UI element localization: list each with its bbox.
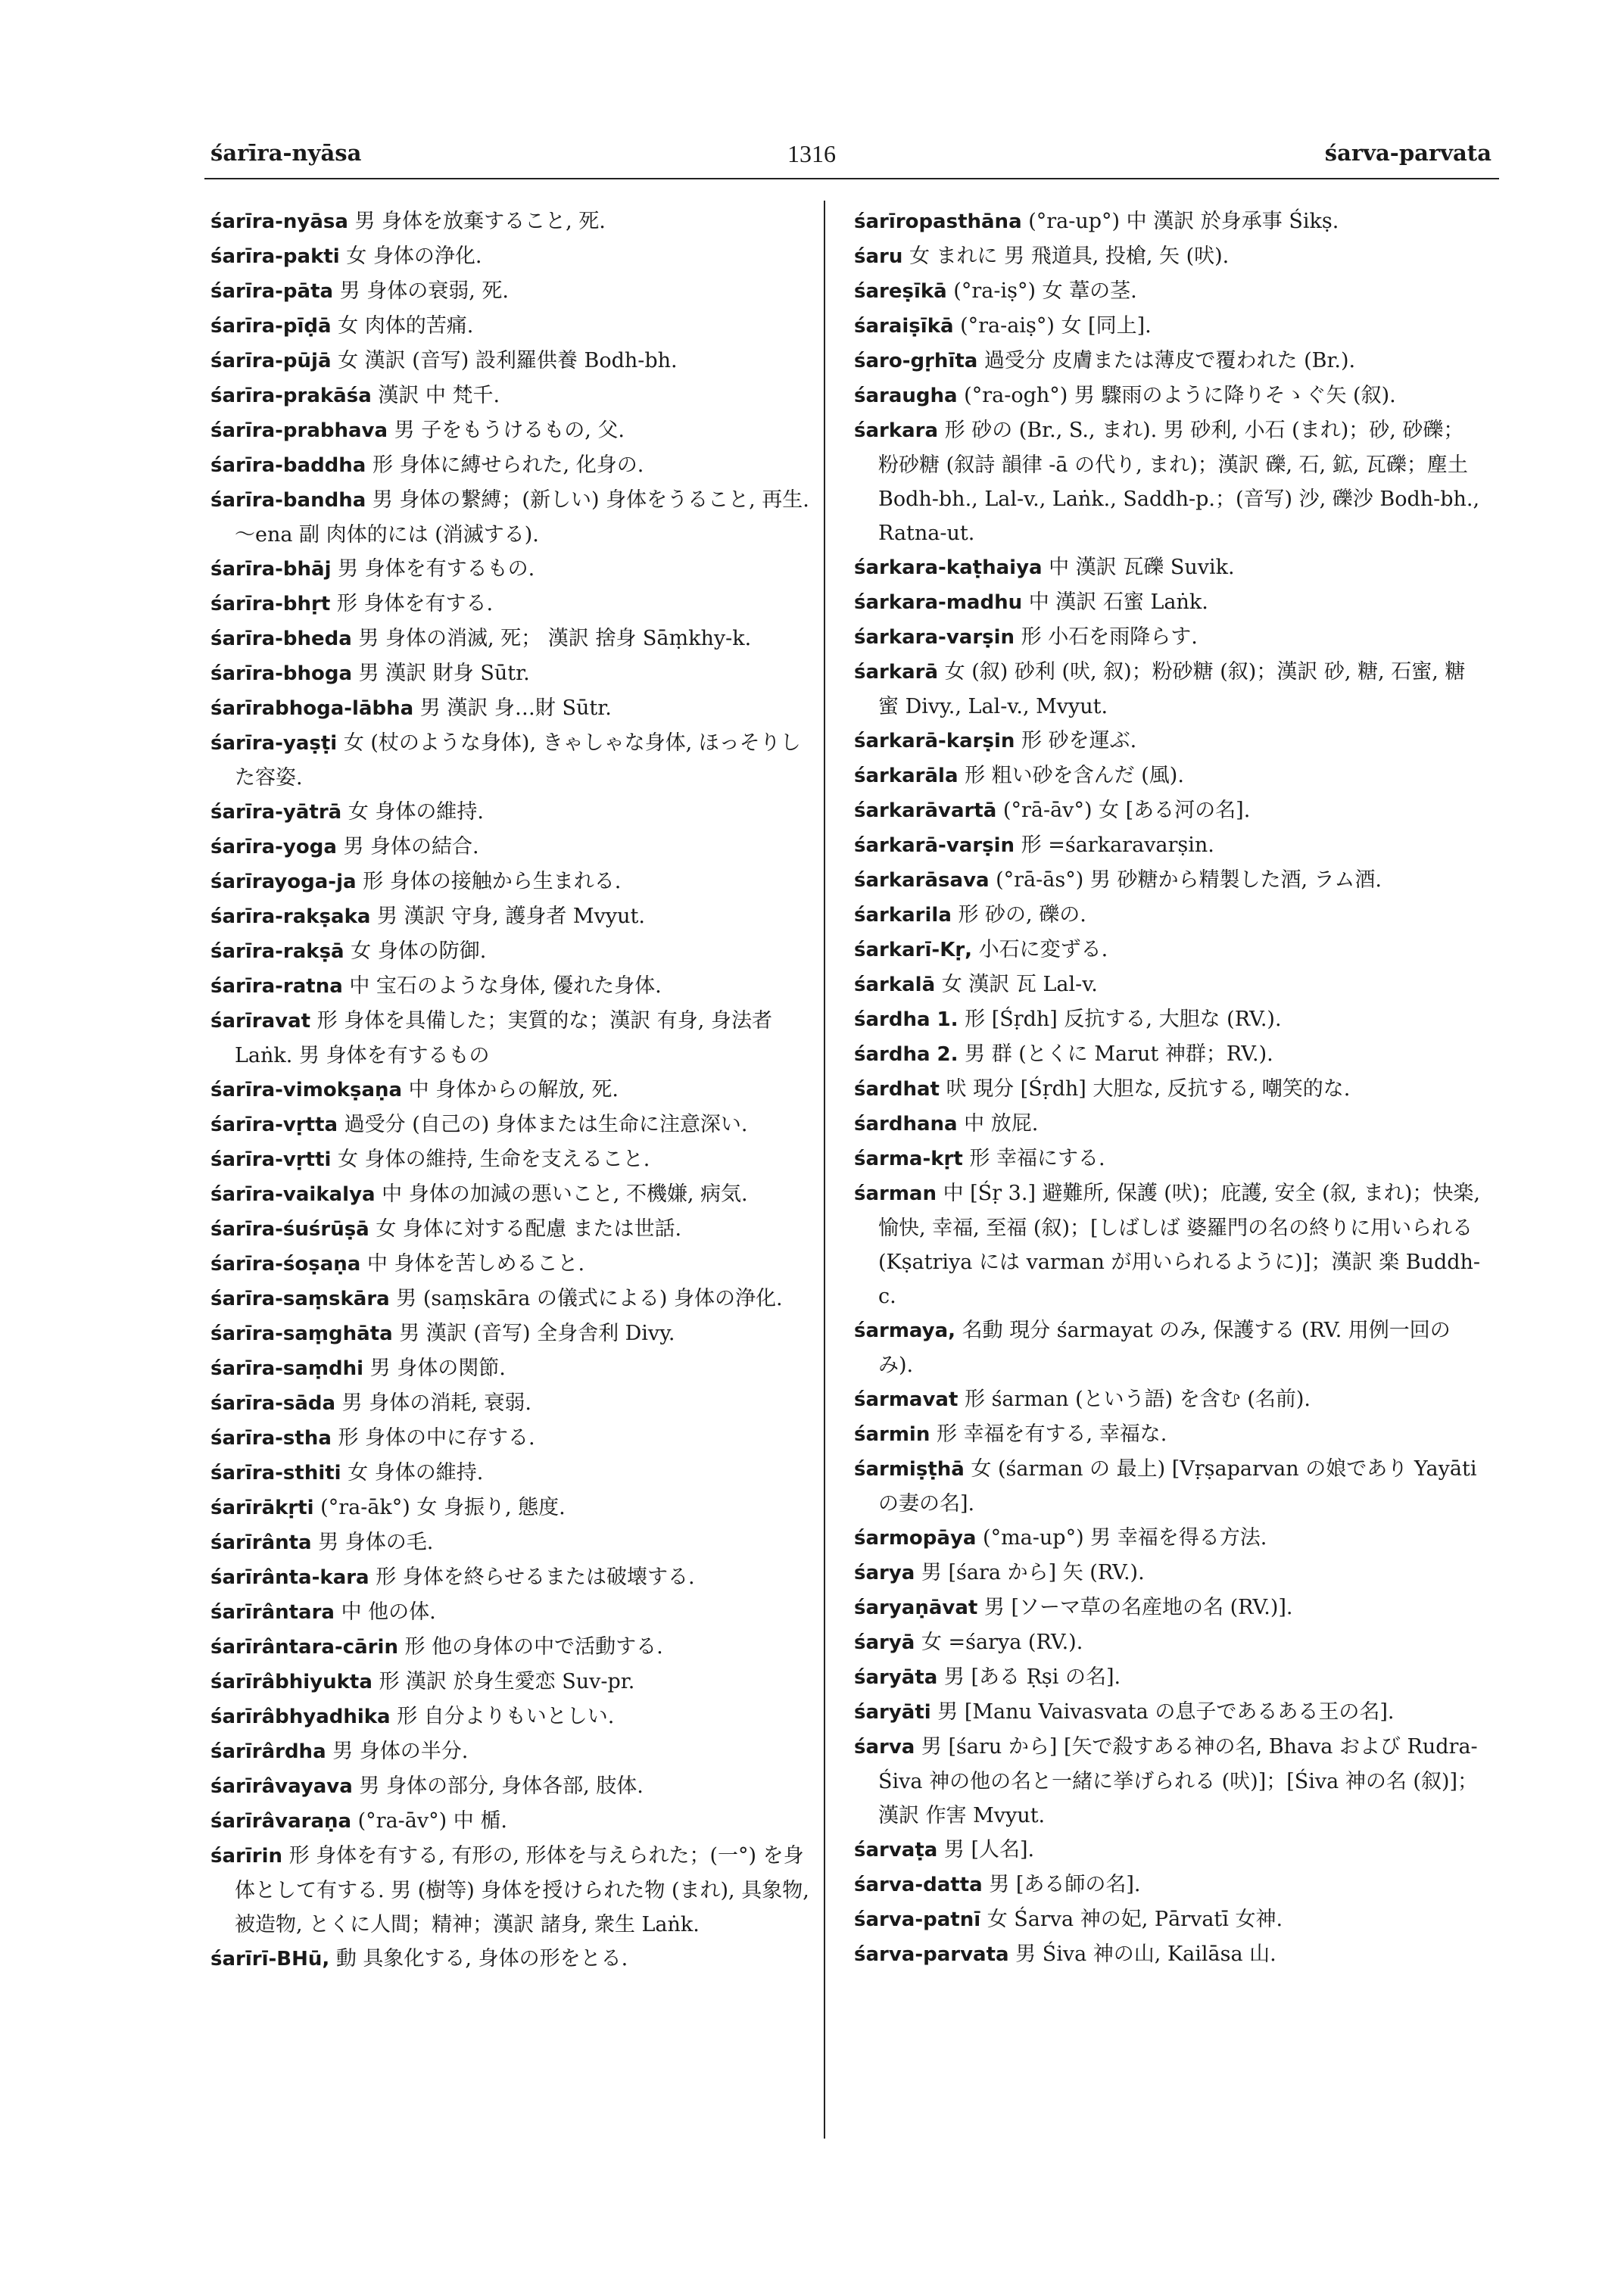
entry [854, 239, 1482, 274]
definition: 男 身体の繋縛；(新しい) 身体をうること, 再生. ～ena 副 肉体的には (消滅する). [235, 488, 809, 547]
definition: 女 (śarman の 最上) [Vṛṣaparvan の娘であり Yayāti の妻の名]. [878, 1457, 1477, 1516]
definition: 女 漢訳 瓦 Lal-v. [935, 973, 1098, 996]
entry [854, 898, 1482, 933]
definition: 男 漢訳 (音写) 全身舎利 Divy. [392, 1322, 675, 1345]
entry [210, 726, 812, 795]
definition: 女 身体の維持. [341, 1461, 484, 1485]
entry [854, 828, 1482, 863]
headword: śardhana [854, 1113, 958, 1136]
headword: śarva-parvata [854, 1943, 1009, 1966]
definition: 男 群 (とくに Marut 神群；RV.). [958, 1042, 1273, 1066]
entry [854, 1313, 1482, 1382]
entry [854, 1382, 1482, 1417]
headword: śarkara-madhu [854, 591, 1023, 614]
right-column [854, 204, 1482, 1972]
headword: śarkarāla [854, 765, 959, 787]
definition: 男 身体の衰弱, 死. [333, 279, 509, 303]
headword: śarīrī-BHū, [210, 1948, 330, 1971]
running-head-right: śarva-parvata [1324, 140, 1492, 166]
definition: 形 身体に縛せられた, 化身の. [366, 453, 644, 477]
entry [210, 239, 812, 274]
entry [210, 969, 812, 1004]
headword: śaryāta [854, 1666, 938, 1689]
headword: śarkarāsava [854, 869, 990, 892]
headword: śarīrâbhiyukta [210, 1671, 372, 1693]
headword: śarīra-saṃghāta [210, 1323, 393, 1345]
entry [210, 1839, 812, 1942]
definition: 吠 現分 [Śṛdh] 大胆な, 反抗する, 嘲笑的な. [939, 1077, 1351, 1101]
headword: śarkarāvartā [854, 799, 997, 822]
definition: 男 [ソーマ草の名産地の名 (RV.)]. [977, 1596, 1293, 1619]
definition: 形 砂を運ぶ. [1015, 729, 1137, 752]
headword: śarkarī-Kṛ, [854, 939, 973, 961]
entry [210, 1247, 812, 1282]
definition: 女 =śarya (RV.). [915, 1631, 1083, 1654]
entry [854, 379, 1482, 413]
entry [210, 1386, 812, 1421]
entry [854, 1037, 1482, 1072]
entry [854, 724, 1482, 759]
headword: śarīra-vaikalya [210, 1183, 376, 1206]
entry [854, 204, 1482, 239]
definition: 男 [人名]. [937, 1838, 1035, 1862]
headword: śarīrântara [210, 1601, 335, 1624]
definition: 形 砂の, 礫の. [951, 903, 1086, 927]
entry [210, 1351, 812, 1386]
definition: (°ma-up°) 男 幸福を得る方法. [976, 1526, 1267, 1550]
entry [210, 1073, 812, 1108]
definition: 中 身体の加減の悪いこと, 不機嫌, 病気. [375, 1182, 748, 1206]
entry [854, 967, 1482, 1002]
headword: śarīropasthāna [854, 210, 1022, 233]
headword: śarkarā-karṣin [854, 730, 1015, 752]
entry [210, 309, 812, 344]
definition: 男 漢訳 身…財 Sūtr. [413, 696, 612, 720]
headword: śarīra-sāda [210, 1392, 336, 1415]
entry [210, 448, 812, 483]
definition: (°ra-iṣ°) 女 葦の茎. [946, 279, 1137, 303]
entry [210, 1630, 812, 1665]
entry [210, 1108, 812, 1142]
entry [854, 793, 1482, 828]
definition: 男 [Manu Vaivasvata の息子であるある王の名]. [930, 1700, 1395, 1724]
headword: śarīra-nyāsa [210, 210, 348, 233]
definition: 男 [śaru から] [矢で殺すある神の名, Bhava および Rudra-Śiva 神の他の名と一緒に挙げられる (吠)]；[Śiva 神の名 (叙)]；漢訳 作害 Mvyut. [878, 1735, 1479, 1827]
definition: 中 宝石のような身体, 優れた身体. [342, 974, 662, 998]
headword: śarīrin [210, 1845, 282, 1868]
definition: 中 漢訳 石蜜 Laṅk. [1022, 590, 1208, 614]
entry [854, 1660, 1482, 1695]
definition: 男 (saṃskāra の儀式による) 身体の浄化. [389, 1287, 783, 1310]
entry [210, 1004, 812, 1073]
entry [210, 1212, 812, 1247]
headword: śarīra-baddha [210, 454, 366, 477]
headword: śarmavat [854, 1388, 959, 1411]
entry [854, 1902, 1482, 1937]
headword: śardhat [854, 1078, 940, 1101]
entry [210, 1525, 812, 1560]
headword: śarīra-vimokṣaṇa [210, 1079, 403, 1101]
entry [210, 204, 812, 239]
headword: śarkarā-varṣin [854, 834, 1015, 857]
headword: śarma-kṛt [854, 1148, 963, 1170]
headword: śarīra-bheda [210, 628, 352, 650]
entry [854, 1590, 1482, 1625]
headword: śaraiṣīkā [854, 315, 954, 338]
headword: śarīravat [210, 1010, 311, 1033]
entry [210, 1804, 812, 1839]
entry [854, 585, 1482, 620]
entry [854, 933, 1482, 967]
headword: śarīrayoga-ja [210, 871, 357, 893]
entry [854, 1625, 1482, 1660]
headword: śarīrâbhyadhika [210, 1706, 391, 1728]
headword: śarīra-prakāśa [210, 385, 372, 407]
definition: 女 身体の浄化. [339, 245, 482, 268]
definition: 形 身体の中に存する. [331, 1426, 535, 1450]
entry [854, 413, 1482, 550]
headword: śarmaya, [854, 1319, 956, 1342]
definition: 男 身体の毛. [311, 1531, 434, 1554]
headword: śarīra-pāta [210, 280, 334, 303]
entry [854, 1002, 1482, 1037]
entry [210, 795, 812, 830]
headword: śarīra-śuśrūṣā [210, 1218, 369, 1241]
definition: (°ra-āk°) 女 身振り, 態度. [313, 1496, 566, 1519]
definition: 形 śarman (という語) を含む (名前). [958, 1388, 1311, 1411]
definition: 過受分 (自己の) 身体または生命に注意深い. [338, 1113, 748, 1136]
entry [210, 1177, 812, 1212]
entry [854, 1833, 1482, 1868]
entry [210, 413, 812, 448]
headword: śarīra-rakṣā [210, 940, 344, 963]
headword: śarīra-vṛtti [210, 1148, 332, 1171]
entry [854, 1072, 1482, 1107]
definition: 形 粗い砂を含んだ (風). [958, 764, 1184, 787]
headword: śarvaṭa [854, 1839, 938, 1862]
definition: 男 子をもうけるもの, 父. [388, 419, 625, 442]
headword: śaryaṇāvat [854, 1597, 978, 1619]
entry [210, 865, 812, 899]
entry [210, 587, 812, 622]
entry [854, 1937, 1482, 1972]
definition: 女 まれに 男 飛道具, 投槍, 矢 (吠). [902, 245, 1230, 268]
headword: śarīra-vṛtta [210, 1114, 338, 1136]
headword: śarīra-saṃskāra [210, 1288, 390, 1310]
definition: 女 身体の防御. [344, 939, 487, 963]
headword: śarīra-stha [210, 1427, 332, 1450]
headword: śarīra-bhāj [210, 558, 332, 581]
definition: 形 幸福にする. [962, 1147, 1105, 1170]
entry [854, 655, 1482, 724]
headword: śaru [854, 245, 903, 268]
headword: śarīra-bhṛt [210, 593, 331, 615]
entry [210, 1734, 812, 1769]
definition: 漢訳 中 梵千. [371, 384, 500, 407]
headword: śarīrâvayava [210, 1775, 353, 1798]
definition: 形 幸福を有する, 幸福な. [930, 1422, 1167, 1446]
entry [854, 1142, 1482, 1176]
headword: śarīra-pakti [210, 245, 340, 268]
entry [854, 550, 1482, 585]
headword: śarīrântara-cārin [210, 1636, 398, 1659]
entry [210, 1560, 812, 1595]
definition: 女 肉体的苦痛. [331, 314, 474, 338]
definition: (°ra-āv°) 中 楯. [351, 1809, 507, 1833]
entry [210, 934, 812, 969]
entry [210, 622, 812, 656]
headword: śarīra-yaṣṭi [210, 732, 338, 755]
definition: 男 身体を放棄すること, 死. [348, 210, 606, 233]
header-rule [204, 178, 1499, 179]
definition: 小石に変ずる. [972, 938, 1108, 961]
entry [210, 1282, 812, 1316]
headword: śarva-patnī [854, 1908, 981, 1931]
headword: śarīra-saṃdhi [210, 1357, 364, 1380]
entry [210, 1456, 812, 1491]
headword: śareṣīkā [854, 280, 947, 303]
entry [210, 656, 812, 691]
definition: 男 身体の結合. [336, 835, 479, 858]
headword: śardha 2. [854, 1043, 959, 1066]
definition: 中 身体からの解放, 死. [402, 1078, 619, 1101]
definition: 形 [Śṛdh] 反抗する, 大胆な (RV.). [958, 1008, 1282, 1031]
definition: 形 小石を雨降らす. [1015, 625, 1198, 649]
entry [210, 483, 812, 552]
headword: śarīra-prabhava [210, 419, 388, 442]
definition: 女 身体の維持. [341, 800, 484, 824]
headword: śarīra-rakṣaka [210, 905, 371, 928]
entry [854, 863, 1482, 898]
entry [210, 1942, 812, 1977]
definition: 中 [Śṛ 3.] 避難所, 保護 (吠)；庇護, 安全 (叙, まれ)；快楽, 愉快, 幸福, 至福 (叙)；[しばしば 婆羅門の名の終りに用いられる (Kṣatriya には varman が用いられるように)]；漢訳 楽 Buddh-c. [878, 1182, 1481, 1308]
definition: 形 他の身体の中で活動する. [397, 1635, 663, 1659]
definition: 形 砂の (Br., S., まれ). 男 砂利, 小石 (まれ)；砂, 砂礫；粉砂糖 (叙詩 韻律 -ā の代り, まれ)；漢訳 礫, 石, 鉱, 瓦礫；塵土 Bodh-bh., Lal-v., Laṅk., Saddh-p.；(音写) 沙, 礫沙 Bodh-bh., Ratna-ut. [878, 419, 1480, 545]
definition: 形 身体を有する, 有形の, 形体を与えられた；(一°) を身体として有する. 男 (樹等) 身体を授けられた物 (まれ), 具象物, 被造物, とくに人間；精神；漢訳 諸身, 衆生 Laṅk. [235, 1844, 809, 1936]
definition: 形 身体を有する. [330, 592, 494, 615]
definition: 形 漢訳 於身生愛恋 Suv-pr. [372, 1670, 635, 1693]
entry [210, 274, 812, 309]
headword: śaraugha [854, 385, 958, 407]
headword: śarīrârdha [210, 1740, 326, 1763]
headword: śarīrākṛti [210, 1497, 314, 1519]
headword: śarīra-śoṣaṇa [210, 1253, 361, 1276]
entry [854, 759, 1482, 793]
definition: (°ra-aiṣ°) 女 [同上]. [953, 314, 1152, 338]
entry [210, 552, 812, 587]
headword: śarīra-bhoga [210, 662, 353, 685]
headword: śarīra-pūjā [210, 350, 332, 372]
running-head-left: śarīra-nyāsa [210, 140, 362, 166]
definition: 女 Śarva 神の妃, Pārvatī 女神. [980, 1908, 1283, 1931]
headword: śarkara-varṣin [854, 626, 1015, 649]
column-divider [824, 201, 825, 2139]
definition: 女 (杖のような身体), きゃしゃな身体, ほっそりした容姿. [235, 731, 801, 790]
definition: 男 漢訳 守身, 護身者 Mvyut. [370, 905, 645, 928]
entry [854, 344, 1482, 379]
definition: (°ra-up°) 中 漢訳 於身承事 Śikṣ. [1021, 210, 1339, 233]
headword: śaro-gṛhīta [854, 350, 978, 372]
entry [854, 1521, 1482, 1556]
left-column [210, 204, 812, 1977]
headword: śarīra-bandha [210, 489, 366, 512]
definition: 男 身体の部分, 身体各部, 肢体. [352, 1774, 644, 1798]
headword: śarkarila [854, 904, 952, 927]
entry [854, 1730, 1482, 1833]
entry [210, 1491, 812, 1525]
definition: 過受分 皮膚または薄皮で覆われた (Br.). [977, 349, 1356, 372]
headword: śardha 1. [854, 1008, 959, 1031]
entry [854, 620, 1482, 655]
definition: 形 身体を終らせるまたは破壊する. [369, 1566, 695, 1589]
definition: 男 身体の消滅, 死； 漢訳 捨身 Sāṃkhy-k. [351, 627, 752, 650]
headword: śarkarā [854, 661, 939, 684]
definition: 男 [ある Ṛṣi の名]. [937, 1665, 1121, 1689]
definition: 女 (叙) 砂利 (吠, 叙)；粉砂糖 (叙)；漢訳 砂, 糖, 石蜜, 糖蜜 Divy., Lal-v., Mvyut. [878, 660, 1466, 718]
headword: śarīra-sthiti [210, 1462, 341, 1485]
entry [210, 830, 812, 865]
headword: śarīrabhoga-lābha [210, 697, 414, 720]
headword: śarman [854, 1182, 937, 1205]
headword: śaryāti [854, 1701, 931, 1724]
definition: 中 身体を苦しめること. [360, 1252, 585, 1276]
entry [210, 1769, 812, 1804]
headword: śarva-datta [854, 1874, 983, 1896]
entry [854, 274, 1482, 309]
headword: śarkara-kaṭhaiya [854, 556, 1043, 579]
definition: 中 放屁. [957, 1112, 1039, 1136]
definition: (°rā-ās°) 男 砂糖から精製した酒, ラム酒. [989, 868, 1382, 892]
definition: 名動 現分 śarmayat のみ, 保護する (RV. 用例一回のみ). [878, 1319, 1451, 1377]
headword: śaryā [854, 1631, 915, 1654]
definition: 形 身体の接触から生まれる. [356, 870, 622, 893]
entry [854, 1695, 1482, 1730]
headword: śarīrâvaraṇa [210, 1810, 352, 1833]
entry [210, 1142, 812, 1177]
headword: śarīra-yātrā [210, 801, 342, 824]
entry [210, 691, 812, 726]
entry [854, 1452, 1482, 1521]
headword: śarva [854, 1736, 915, 1759]
definition: 中 漢訳 瓦礫 Suvik. [1042, 556, 1235, 579]
headword: śarīrânta-kara [210, 1566, 369, 1589]
definition: 男 Śiva 神の山, Kailāsa 山. [1008, 1943, 1276, 1966]
entry [854, 1107, 1482, 1142]
headword: śarīra-yoga [210, 836, 337, 858]
entry [210, 1316, 812, 1351]
definition: 中 他の体. [334, 1600, 436, 1624]
headword: śarmin [854, 1423, 930, 1446]
entry [210, 1699, 812, 1734]
entry [210, 899, 812, 934]
definition: 男 身体の半分. [326, 1740, 469, 1763]
definition: 男 身体の消耗, 衰弱. [335, 1391, 532, 1415]
entry [854, 1417, 1482, 1452]
definition: 女 漢訳 (音写) 設利羅供養 Bodh-bh. [331, 349, 678, 372]
page-number: 1316 [787, 140, 836, 167]
entry [854, 1868, 1482, 1902]
definition: 男 身体の関節. [363, 1357, 506, 1380]
definition: 形 自分よりもいとしい. [390, 1705, 615, 1728]
headword: śarkara [854, 419, 939, 442]
entry [210, 1421, 812, 1456]
entry [210, 344, 812, 379]
headword: śarmopāya [854, 1527, 977, 1550]
entry [210, 1595, 812, 1630]
definition: 動 具象化する, 身体の形をとる. [329, 1947, 628, 1971]
headword: śarīrânta [210, 1531, 312, 1554]
definition: 男 [śara から] 矢 (RV.). [915, 1561, 1145, 1584]
headword: śarīra-pīḍā [210, 315, 332, 338]
headword: śarkalā [854, 974, 936, 996]
entry [210, 379, 812, 413]
entry [210, 1665, 812, 1699]
definition: (°ra-ogh°) 男 驟雨のように降りそゝぐ矢 (叙). [957, 384, 1396, 407]
entry [854, 309, 1482, 344]
definition: 男 身体を有するもの. [331, 557, 535, 581]
definition: (°rā-āv°) 女 [ある河の名]. [996, 799, 1251, 822]
definition: 女 身体の維持, 生命を支えること. [331, 1148, 650, 1171]
headword: śarya [854, 1562, 915, 1584]
definition: 女 身体に対する配慮 または世話. [369, 1217, 682, 1241]
headword: śarīra-ratna [210, 975, 343, 998]
definition: 形 =śarkaravarṣin. [1015, 833, 1214, 857]
definition: 形 身体を具備した；実質的な；漢訳 有身, 身法者 Laṅk. 男 身体を有するもの [235, 1009, 772, 1067]
definition: 男 漢訳 財身 Sūtr. [352, 662, 530, 685]
entry [854, 1176, 1482, 1313]
entry [854, 1556, 1482, 1590]
headword: śarmiṣṭhā [854, 1458, 965, 1481]
definition: 男 [ある師の名]. [982, 1873, 1141, 1896]
